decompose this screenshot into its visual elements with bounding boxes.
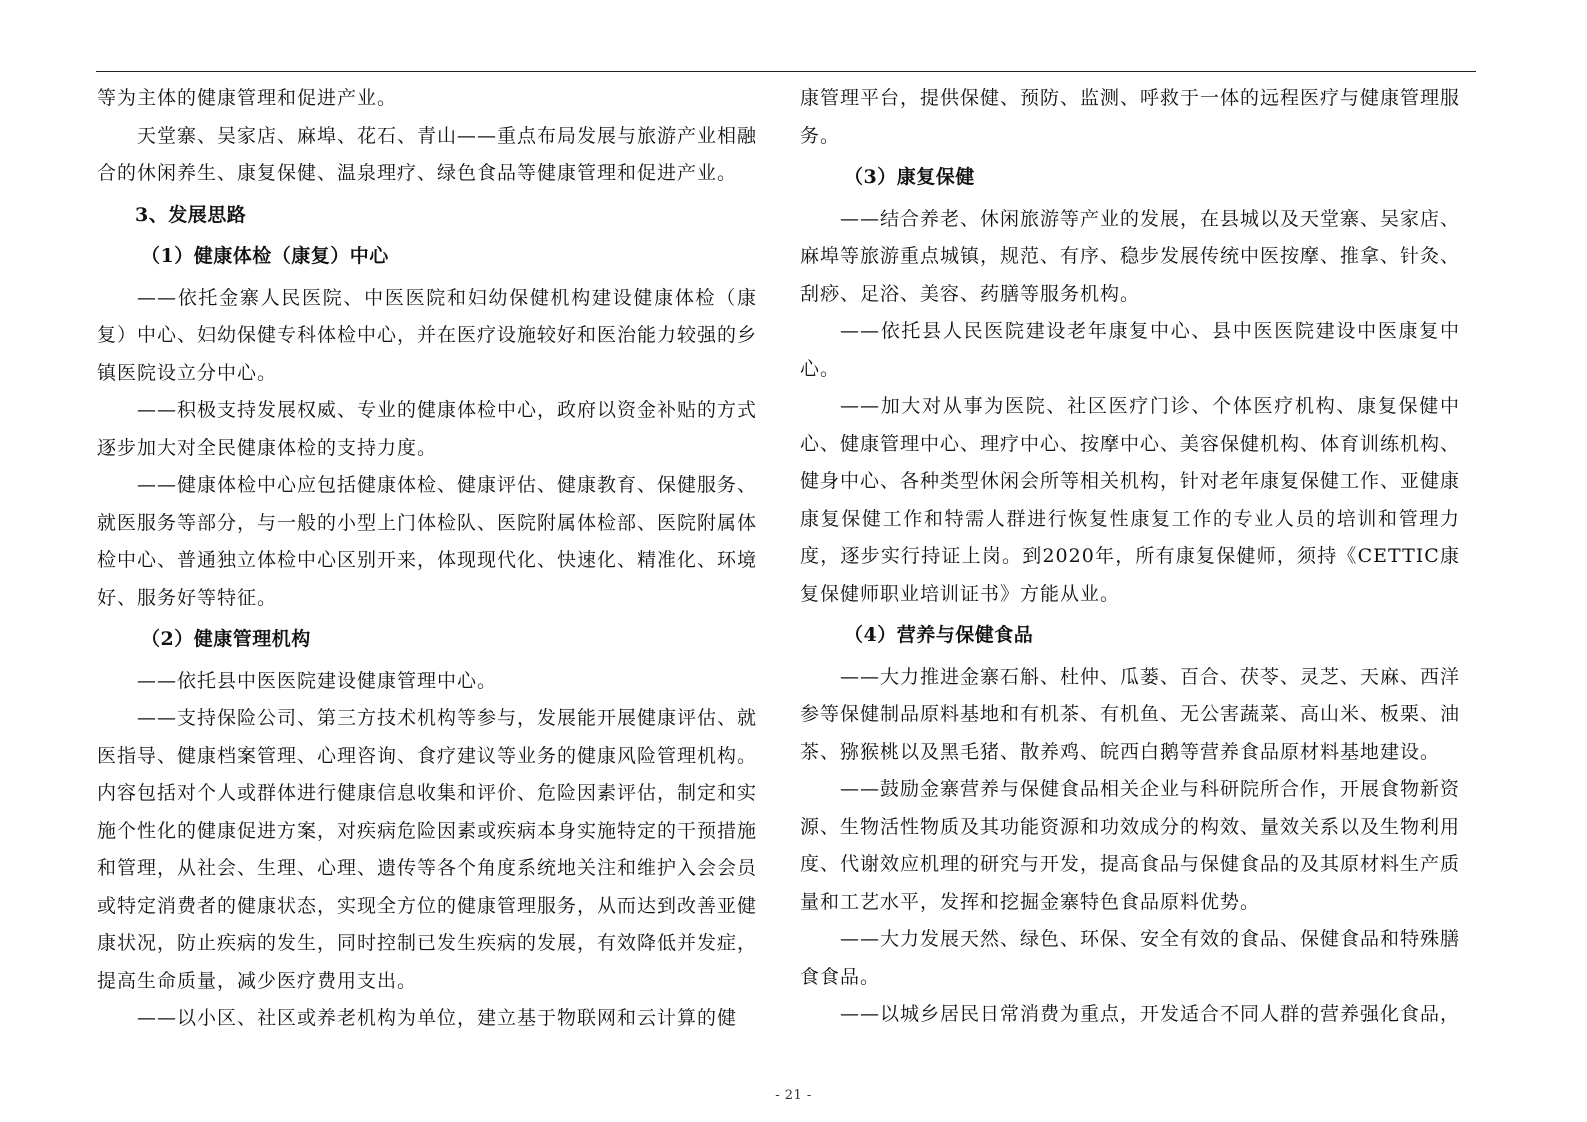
left-paragraph: ——依托县中医医院建设健康管理中心。 <box>137 669 498 692</box>
left-paragraph: 等为主体的健康管理和促进产业。 <box>97 87 398 109</box>
left-column <box>97 80 757 1038</box>
right-paragraph: ——以城乡居民日常消费为重点，开发适合不同人群的营养强化食品， <box>840 1003 1461 1025</box>
left-paragraph: ——依托金寨人民医院、中医医院和妇幼保健机构建设健康体检（康复）中心、妇幼保健专科体检中心，并在医疗设施较好和医治能力较强的乡镇医院设立分中心。 <box>97 286 758 384</box>
right-paragraph: ——大力推进金寨石斛、杜仲、瓜蒌、百合、茯苓、灵芝、天麻、西洋参等保健制品原料基地和有机茶、有机鱼、无公害蔬菜、高山米、板栗、油茶、猕猴桃以及黑毛猪、散养鸡、皖西白鹅等营养食品原材料基地建设。 <box>800 665 1461 763</box>
left-paragraph: ——以小区、社区或养老机构为单位，建立基于物联网和云计算的健 <box>137 1007 738 1029</box>
left-paragraph: 天堂寨、吴家店、麻埠、花石、青山——重点布局发展与旅游产业相融合的休闲养生、康复保健、温泉理疗、绿色食品等健康管理和促进产业。 <box>97 124 758 184</box>
right-paragraph: ——鼓励金寨营养与保健食品相关企业与科研院所合作，开展食物新资源、生物活性物质及其功能资源和功效成分的构效、量效关系以及生物利用度、代谢效应机理的研究与开发，提高食品与保健食品的及其原材料生产质量和工艺水平，发挥和挖掘金寨特色食品原料优势。 <box>800 778 1461 913</box>
left-heading: （2）健康管理机构 <box>141 628 311 650</box>
right-paragraph: 康管理平台，提供保健、预防、监测、呼救于一体的远程医疗与健康管理服务。 <box>800 87 1461 147</box>
left-paragraph: ——支持保险公司、第三方技术机构等参与，发展能开展健康评估、就医指导、健康档案管理、心理咨询、食疗建议等业务的健康风险管理机构。内容包括对个人或群体进行健康信息收集和评价、危险因素评估，制定和实施个性化的健康促进方案，对疾病危险因素或疾病本身实施特定的干预措施和管理，从社会、生理、心理、遗传等各个角度系统地关注和维护入会会员或特定消费者的健康状态，实现全方位的健康管理服务，从而达到改善亚健康状况，防止疾病的发生，同时控制已发生疾病的发展，有效降低并发症， 提高生命质量，减少医疗费用支出。 <box>97 707 758 992</box>
right-paragraph: ——依托县人民医院建设老年康复中心、县中医医院建设中医康复中心。 <box>800 320 1460 380</box>
right-paragraph: ——加大对从事为医院、社区医疗门诊、个体医疗机构、康复保健中心、健康管理中心、理疗中心、按摩中心、美容保健机构、体育训练机构、健身中心、各种类型休闲会所等相关机构，针对老年康复保健工作、亚健康康复保健工作和特需人群进行恢复性康复工作的专业人员的培训和管理力度，逐步实行持证上岗。到2020年，所有康复保健师，须持《CETTIC康复保健师职业培训证书》方能从业。 <box>800 395 1461 605</box>
right-paragraph: ——结合养老、休闲旅游等产业的发展，在县城以及天堂寨、吴家店、麻埠等旅游重点城镇，规范、有序、稳步发展传统中医按摩、推拿、针灸、刮痧、足浴、美容、药膳等服务机构。 <box>800 207 1461 305</box>
right-heading: （4）营养与保健食品 <box>844 624 1034 646</box>
page-number: - 21 - <box>775 1088 812 1103</box>
right-heading: （3）康复保健 <box>844 166 975 188</box>
left-paragraph: ——积极支持发展权威、专业的健康体检中心，政府以资金补贴的方式逐步加大对全民健康体检的支持力度。 <box>97 399 758 459</box>
left-paragraph: ——健康体检中心应包括健康体检、健康评估、健康教育、保健服务、就医服务等部分，与一般的小型上门体检队、医院附属体检部、医院附属体检中心、普通独立体检中心区别开来，体现现代化、快速化、精准化、环境好、服务好等特征。 <box>97 474 758 609</box>
right-paragraph: ——大力发展天然、绿色、环保、安全有效的食品、保健食品和特殊膳食食品。 <box>800 928 1461 988</box>
header-rule <box>96 71 1476 72</box>
right-column <box>800 80 1460 1034</box>
left-heading: 3、发展思路 <box>135 203 247 226</box>
left-heading: （1）健康体检（康复）中心 <box>141 245 389 267</box>
